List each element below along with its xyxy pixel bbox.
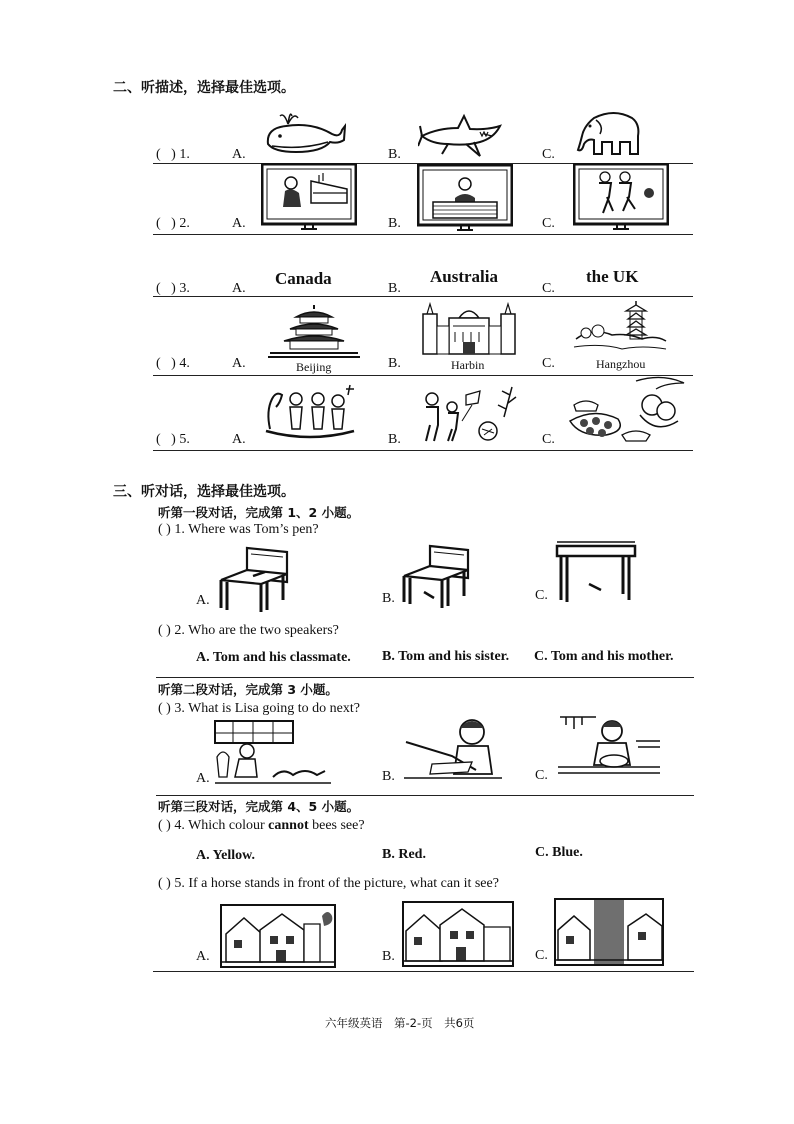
part-2-instruction: 听第二段对话，完成第 3 小题。 bbox=[158, 682, 338, 697]
elephant-icon bbox=[574, 104, 648, 158]
q2-1-a-label: A. bbox=[232, 147, 246, 162]
q3-2-option-b: B. Tom and his sister. bbox=[382, 649, 510, 664]
section-bottom-divider bbox=[153, 971, 694, 972]
q2-5-paren: ( ) 5. bbox=[156, 432, 190, 447]
chair-pen-under-icon bbox=[402, 542, 472, 610]
girl-drawing-icon bbox=[402, 712, 504, 786]
question-3-1: ( ) 1. Where was Tom’s pen? bbox=[158, 522, 319, 537]
q3-2-option-a: A. Tom and his classmate. bbox=[196, 650, 351, 665]
q2-1-b-label: B. bbox=[388, 147, 401, 162]
question-3-4: ( ) 4. Which colour cannot bees see? bbox=[158, 818, 365, 833]
question-3-5: ( ) 5. If a horse stands in front of the picture, what can it see? bbox=[158, 876, 499, 891]
harbin-building-icon bbox=[419, 300, 519, 358]
dragon-boat-icon bbox=[262, 381, 358, 447]
tv-football-icon bbox=[573, 163, 669, 233]
q2-3-c-label: C. bbox=[542, 281, 555, 296]
table-pen-under-icon bbox=[555, 540, 637, 606]
tv-pianist-icon bbox=[261, 163, 357, 233]
q3-5-b-label: B. bbox=[382, 949, 395, 964]
word-the-uk: the UK bbox=[586, 267, 639, 286]
q2-4-b-label: B. bbox=[388, 356, 401, 371]
q2-2-a-label: A. bbox=[232, 216, 246, 231]
q2-3-a-label: A. bbox=[232, 281, 246, 296]
temple-of-heaven-icon bbox=[266, 303, 362, 359]
q3-1-c-label: C. bbox=[535, 588, 548, 603]
hangzhou-pagoda-icon bbox=[572, 297, 668, 357]
q2-5-a-label: A. bbox=[232, 432, 246, 447]
q2-2-paren: ( ) 2. bbox=[156, 216, 190, 231]
q2-3-paren: ( ) 3. bbox=[156, 281, 190, 296]
q3-1-b-label: B. bbox=[382, 591, 395, 606]
question-3-2: ( ) 2. Who are the two speakers? bbox=[158, 623, 339, 638]
girl-watering-plants-icon bbox=[213, 717, 333, 789]
picture-houses-c-blocked-icon bbox=[554, 898, 664, 966]
q3-4-option-c: C. Blue. bbox=[535, 845, 583, 860]
row-divider bbox=[153, 234, 693, 235]
q3-4-option-a: A. Yellow. bbox=[196, 848, 255, 863]
q2-5-b-label: B. bbox=[388, 432, 401, 447]
q2-3-b-label: B. bbox=[388, 281, 401, 296]
caption-harbin: Harbin bbox=[451, 358, 485, 372]
word-australia: Australia bbox=[430, 267, 498, 286]
q2-2-b-label: B. bbox=[388, 216, 401, 231]
q3-3-c-label: C. bbox=[535, 768, 548, 783]
whale-icon bbox=[262, 106, 346, 158]
q2-5-c-label: C. bbox=[542, 432, 555, 447]
girl-cooking-icon bbox=[556, 713, 662, 783]
chair-pen-on-seat-icon bbox=[217, 544, 293, 614]
q2-1-paren: ( ) 1. bbox=[156, 147, 190, 162]
q3-3-b-label: B. bbox=[382, 769, 395, 784]
row-divider bbox=[153, 450, 693, 451]
kite-flying-icon bbox=[418, 381, 518, 447]
part-1-instruction: 听第一段对话，完成第 1、2 小题。 bbox=[158, 505, 360, 520]
section-3-title: 三、听对话，选择最佳选项。 bbox=[113, 484, 295, 500]
dumplings-icon bbox=[566, 375, 690, 445]
part-3-instruction: 听第三段对话，完成第 4、5 小题。 bbox=[158, 799, 360, 814]
caption-beijing: Beijing bbox=[296, 360, 332, 374]
question-3-3: ( ) 3. What is Lisa going to do next? bbox=[158, 701, 360, 716]
section-2-title: 二、听描述，选择最佳选项。 bbox=[113, 80, 295, 96]
picture-houses-a-icon bbox=[220, 904, 336, 968]
picture-houses-b-icon bbox=[402, 901, 514, 967]
tv-newsreader-icon bbox=[417, 164, 513, 234]
q2-4-c-label: C. bbox=[542, 356, 555, 371]
q3-5-c-label: C. bbox=[535, 948, 548, 963]
q2-1-c-label: C. bbox=[542, 147, 555, 162]
q3-5-a-label: A. bbox=[196, 949, 210, 964]
word-canada: Canada bbox=[275, 269, 332, 288]
q3-4-option-b: B. Red. bbox=[382, 847, 426, 862]
q2-2-c-label: C. bbox=[542, 216, 555, 231]
page-footer: 六年级英语 第-2-页 共6页 bbox=[325, 1016, 475, 1030]
q3-1-a-label: A. bbox=[196, 593, 210, 608]
q3-3-a-label: A. bbox=[196, 771, 210, 786]
shark-icon bbox=[418, 112, 502, 158]
q2-4-paren: ( ) 4. bbox=[156, 356, 190, 371]
q3-2-option-c: C. Tom and his mother. bbox=[534, 649, 674, 664]
caption-hangzhou: Hangzhou bbox=[596, 357, 646, 371]
dialogue-divider bbox=[156, 795, 694, 796]
q2-4-a-label: A. bbox=[232, 356, 246, 371]
dialogue-divider bbox=[156, 677, 694, 678]
